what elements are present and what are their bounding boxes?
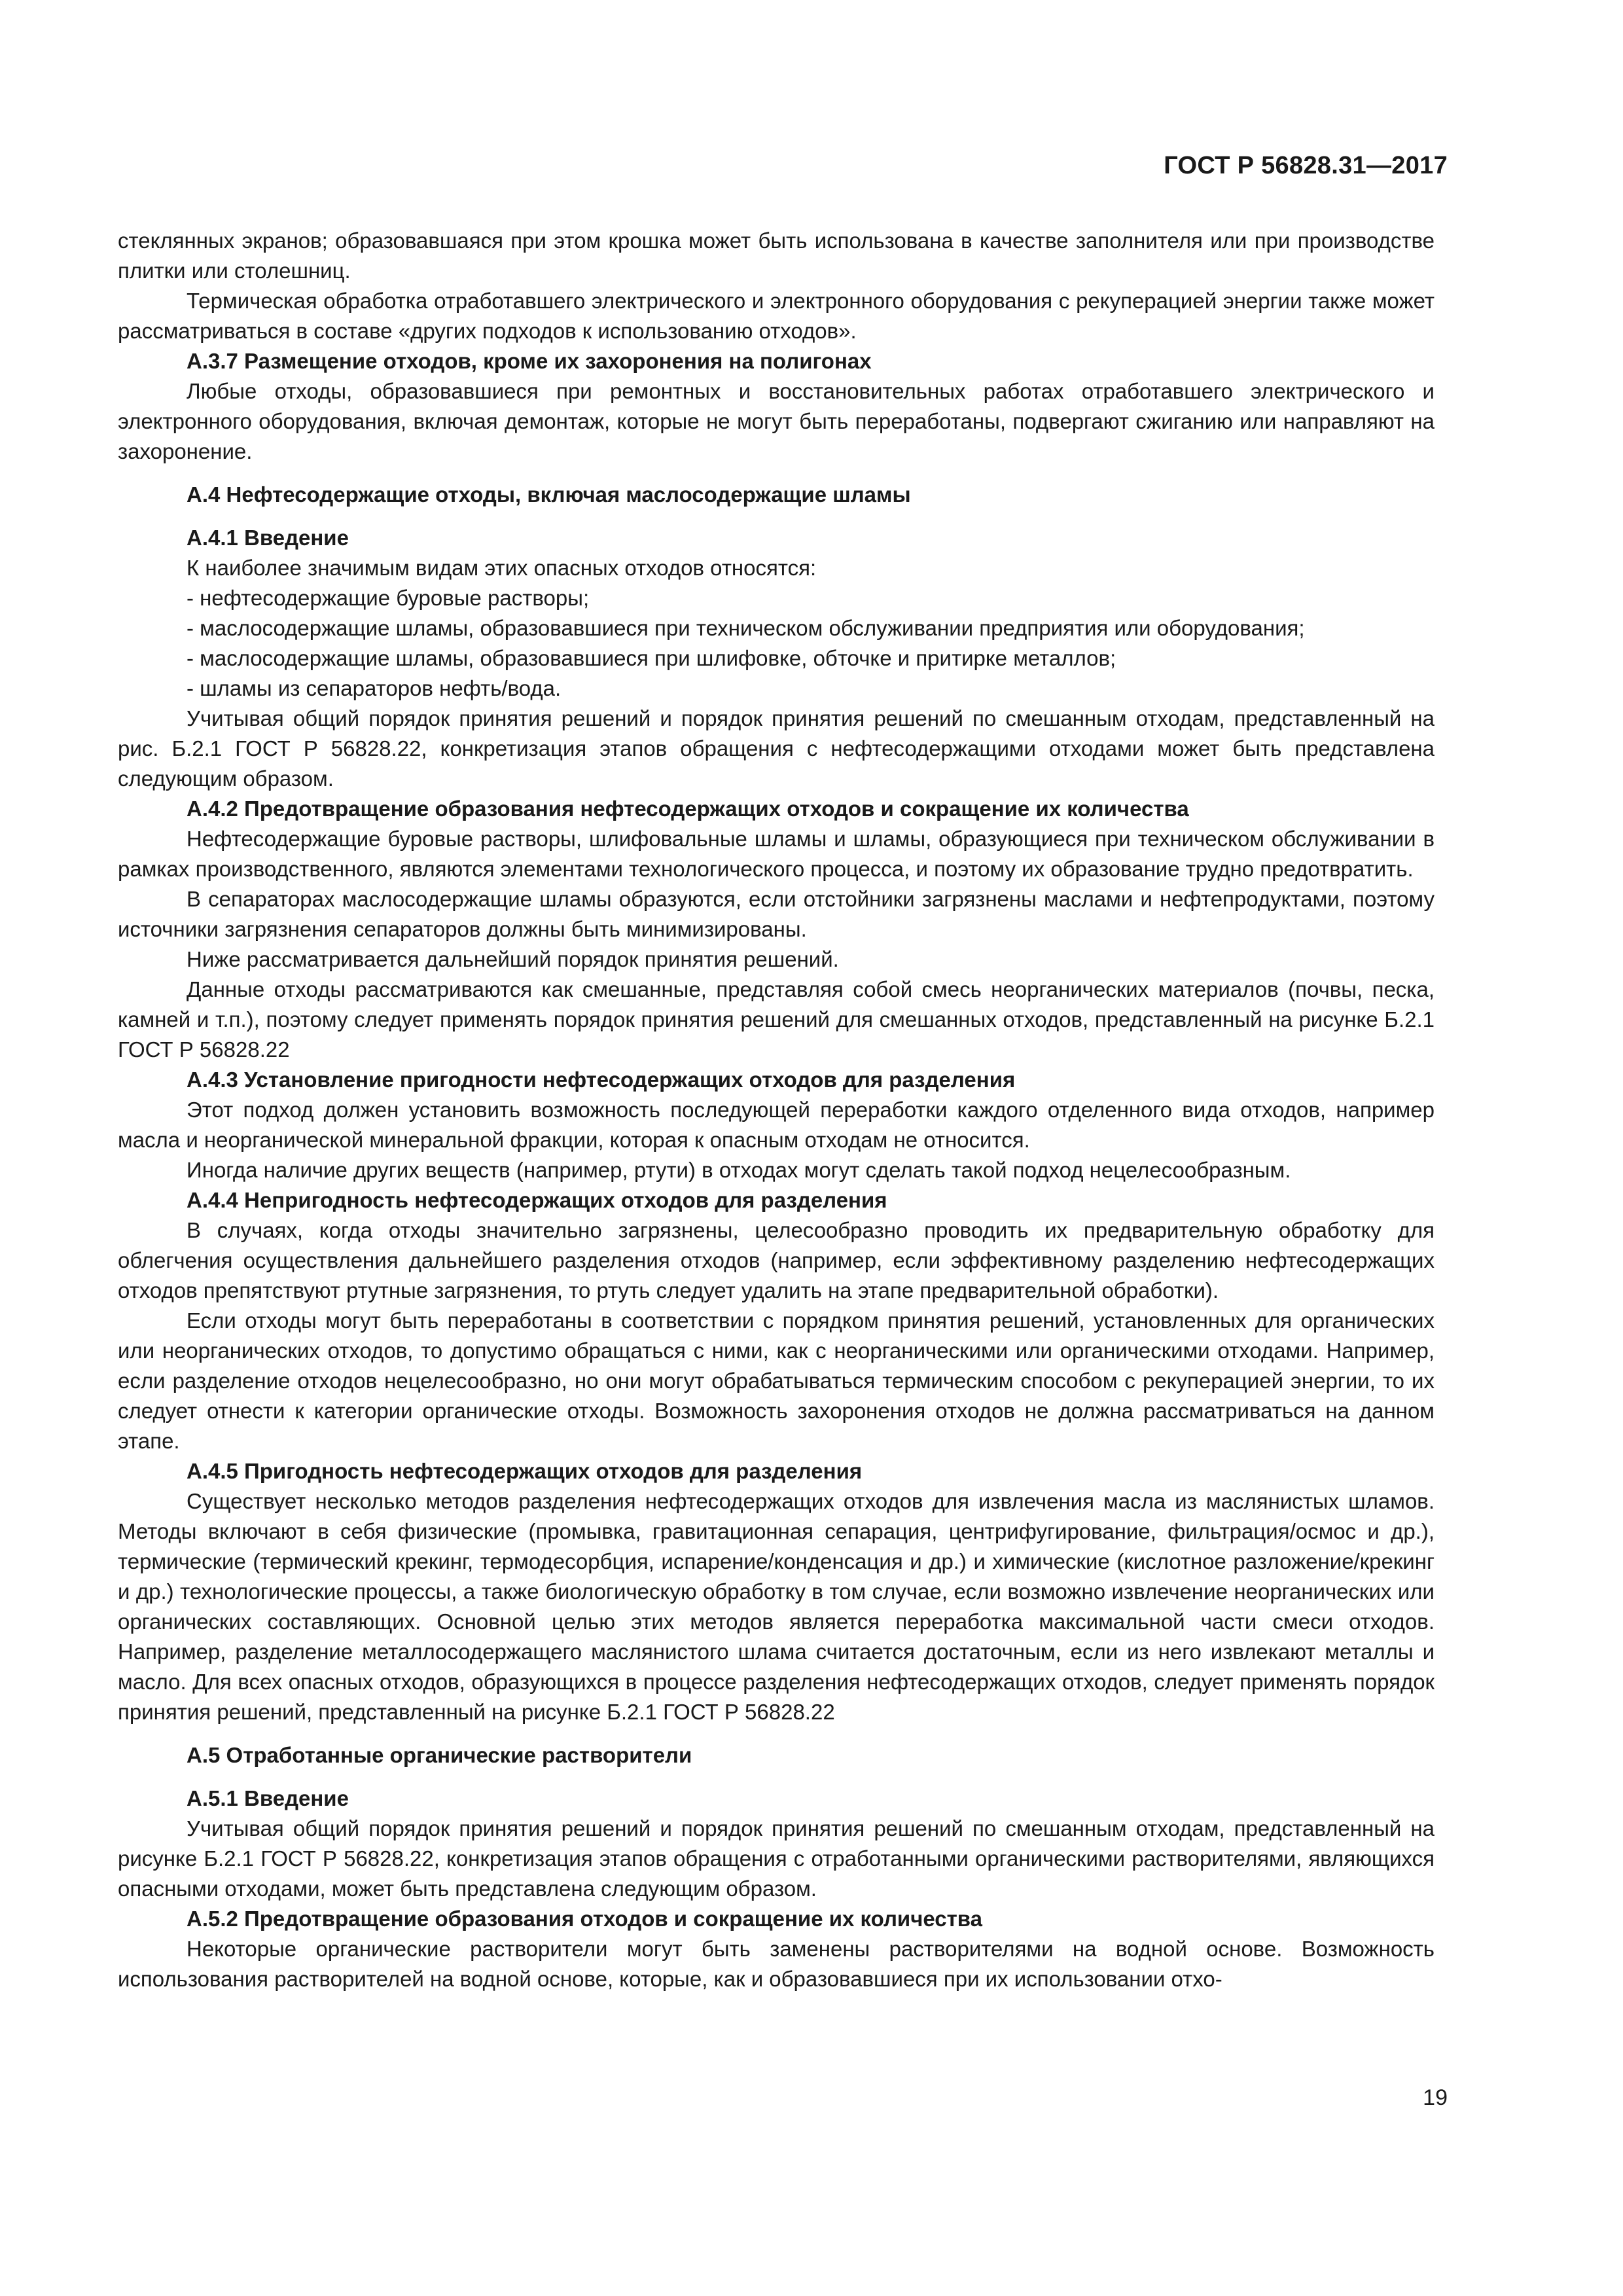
section-heading-a52: А.5.2 Предотвращение образования отходов и сокращение их количества bbox=[187, 1907, 983, 1931]
section-heading-a37: А.3.7 Размещение отходов, кроме их захоронения на полигонах bbox=[187, 349, 872, 373]
paragraph: Если отходы могут быть переработаны в соответствии с порядком принятия решений, установленных для органических или неорганических отходов, то допустимо обращаться с ними, как с неорганическими или органическими отходами. Например, если разделение отходов нецелесообразно, но они могут обрабатываться термическим способом с рекуперацией энергии, то их следует отнести к категории органические отходы. Возможность захоронения отходов не должна рассматриваться на данном этапе. bbox=[118, 1308, 1435, 1453]
paragraph: Учитывая общий порядок принятия решений и порядок принятия решений по смешанным отходам, представленный на рис. Б.2.1 ГОСТ Р 56828.22, конкретизация этапов обращения с нефтесодержащими отходами может быть представлена следующим образом. bbox=[118, 706, 1435, 791]
list-item: - нефтесодержащие буровые растворы; bbox=[187, 586, 590, 610]
page-number: 19 bbox=[1423, 2085, 1448, 2110]
paragraph: Данные отходы рассматриваются как смешанные, представляя собой смесь неорганических материалов (почвы, песка, камней и т.п.), поэтому следует применять порядок принятия решений для смешанных отходов, представленный на рисунке Б.2.1 ГОСТ Р 56828.22 bbox=[118, 977, 1435, 1062]
paragraph: Ниже рассматривается дальнейший порядок принятия решений. bbox=[187, 947, 839, 971]
paragraph: Некоторые органические растворители могут быть заменены растворителями на водной основе. Возможность использования растворителей на водной основе, которые, как и образовавшиеся при их использовании отхо- bbox=[118, 1937, 1435, 1991]
paragraph: Термическая обработка отработавшего электрического и электронного оборудования с рекуперацией энергии также может рассматриваться в составе «других подходов к использованию отходов». bbox=[118, 289, 1435, 343]
paragraph: Любые отходы, образовавшиеся при ремонтных и восстановительных работах отработавшего электрического и электронного оборудования, включая демонтаж, которые не могут быть переработаны, подвергают сжиганию или направляют на захоронение. bbox=[118, 379, 1435, 463]
paragraph: Этот подход должен установить возможность последующей переработки каждого отделенного вида отходов, например масла и неорганической минеральной фракции, которая к опасным отходам не относится. bbox=[118, 1098, 1435, 1152]
list-item: - маслосодержащие шламы, образовавшиеся при шлифовке, обточке и притирке металлов; bbox=[187, 646, 1116, 670]
paragraph: Учитывая общий порядок принятия решений и порядок принятия решений по смешанным отходам, представленный на рисунке Б.2.1 ГОСТ Р 56828.22, конкретизация этапов обращения с отработанными органическими растворителями, являющихся опасными отходами, может быть представлена следующим образом. bbox=[118, 1816, 1435, 1901]
paragraph: Иногда наличие других веществ (например, ртути) в отходах могут сделать такой подход нецелесообразным. bbox=[187, 1158, 1291, 1182]
list-item: - шламы из сепараторов нефть/вода. bbox=[187, 676, 562, 700]
section-heading-a51: А.5.1 Введение bbox=[187, 1786, 349, 1810]
section-heading-a42: А.4.2 Предотвращение образования нефтесодержащих отходов и сокращение их количества bbox=[187, 797, 1189, 821]
section-heading-a44: А.4.4 Непригодность нефтесодержащих отходов для разделения bbox=[187, 1188, 887, 1212]
list-item: - маслосодержащие шламы, образовавшиеся при техническом обслуживании предприятия или оборудования; bbox=[187, 616, 1305, 640]
document-body bbox=[118, 226, 1435, 1994]
section-heading-a41: А.4.1 Введение bbox=[187, 526, 349, 550]
paragraph: стеклянных экранов; образовавшаяся при этом крошка может быть использована в качестве заполнителя или при производстве плитки или столешниц. bbox=[118, 228, 1435, 283]
paragraph: Существует несколько методов разделения нефтесодержащих отходов для извлечения масла из маслянистых шламов. Методы включают в себя физические (промывка, гравитационная сепарация, центрифугирование, фильтрация/осмос и др.), термические (термический крекинг, термодесорбция, испарение/конденсация и др.) и химические (кислотное разложение/крекинг и др.) технологические процессы, а также биологическую обработку в том случае, если возможно извлечение неорганических или органических составляющих. Основной целью этих методов является переработка максимальной части смеси отходов. Например, разделение металлосодержащего маслянистого шлама считается достаточным, если из него извлекают металлы и масло. Для всех опасных отходов, образующихся в процессе разделения нефтесодержащих отходов, следует применять порядок принятия решений, представленный на рисунке Б.2.1 ГОСТ Р 56828.22 bbox=[118, 1489, 1435, 1724]
paragraph: К наиболее значимым видам этих опасных отходов относятся: bbox=[187, 556, 817, 580]
section-heading-a5: А.5 Отработанные органические растворители bbox=[187, 1743, 692, 1767]
section-heading-a43: А.4.3 Установление пригодности нефтесодержащих отходов для разделения bbox=[187, 1067, 1016, 1092]
paragraph: В случаях, когда отходы значительно загрязнены, целесообразно проводить их предварительную обработку для облегчения осуществления дальнейшего разделения отходов (например, если эффективному разделению нефтесодержащих отходов препятствуют ртутные загрязнения, то ртуть следует удалить на этапе предварительной обработки). bbox=[118, 1218, 1435, 1302]
document-header-id: ГОСТ Р 56828.31—2017 bbox=[1164, 152, 1448, 179]
paragraph: Нефтесодержащие буровые растворы, шлифовальные шламы и шламы, образующиеся при техническом обслуживании в рамках производственного, являются элементами технологического процесса, и поэтому их образование трудно предотвратить. bbox=[118, 827, 1435, 881]
section-heading-a4: А.4 Нефтесодержащие отходы, включая маслосодержащие шламы bbox=[187, 482, 911, 507]
section-heading-a45: А.4.5 Пригодность нефтесодержащих отходов для разделения bbox=[187, 1459, 863, 1483]
paragraph: В сепараторах маслосодержащие шламы образуются, если отстойники загрязнены маслами и нефтепродуктами, поэтому источники загрязнения сепараторов должны быть минимизированы. bbox=[118, 887, 1435, 941]
